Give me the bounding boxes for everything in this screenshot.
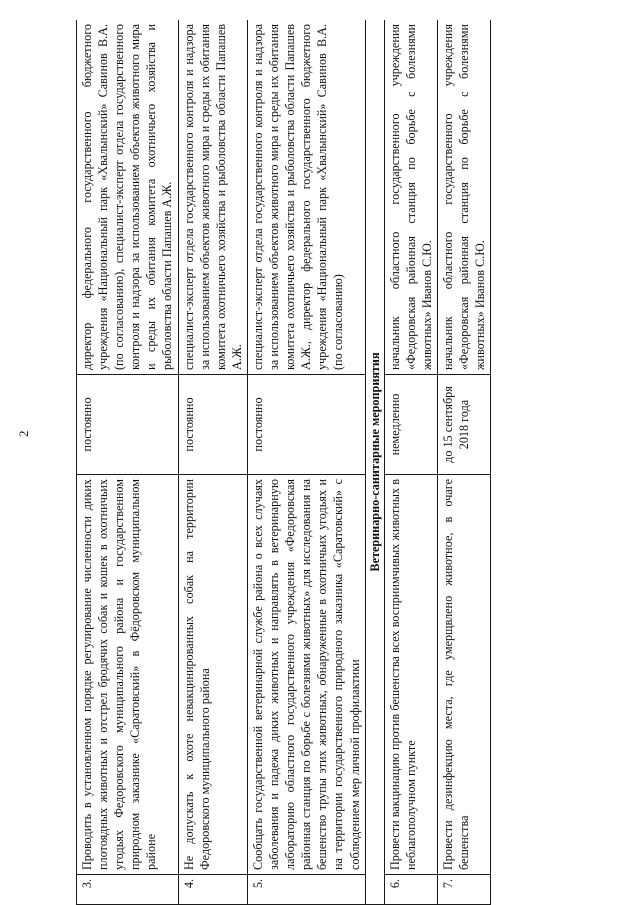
row-action: Проводить в установленном порядке регулирование численности диких плотоядных животных и отстрел бродячих собак и кошек в охотничьих угодьях Федоровского муниципального района и государственном природном заказнике «Саратовский» в Фёдоровском муниципальном районе [77,475,179,875]
table-row [384,20,437,905]
row-action: Провести дезинфекцию места, где умерщвлено животное, в очаге бешенства [437,475,490,875]
table-row [178,20,247,905]
row-number: 6. [384,875,437,905]
row-responsible: начальник областного государственного учреждения «Федоровская районная станция по борьбе с болезнями животных» Иванов С.Ю. [384,20,437,375]
page-number: 2 [16,430,31,437]
table-row [437,20,490,905]
row-responsible: специалист-эксперт отдела государственного контроля и надзора за использованием объектов животного мира и среды их обитания комитета охотничьего хозяйства и рыболовства области Папашев А.Ж., директор федерального государственного бюджетного учреждения «Национальный парк «Хвалынский» Савинов В.А. (по согласованию) [247,20,365,375]
rotated-page-area [76,20,614,905]
row-number: 7. [437,875,490,905]
row-responsible: директор федерального государственного бюджетного учреждения «Национальный парк «Хвалынский» Савинов В.А. (по согласованию), специалист-эксперт отдела государственного контроля и надзора за использованием объектов животного мира и среды их обитания комитета охотничьего хозяйства и рыболовства области Папашев А.Ж. [77,20,179,375]
table-row [77,20,179,905]
row-term: постоянно [247,375,365,475]
row-action: Не допускать к охоте невакцинированных собак на территории Федоровского муниципального района [178,475,247,875]
row-action: Сообщать государственной ветеринарной службе района о всех случаях заболевания и падежа диких животных и направлять в ветеринарную лабораторию областного государственного учреждения «Федоровская районная станция по борьбе с болезнями животных» для исследования на бешенство трупы этих животных, обнаруженные в охотничьих угодьях и на территории государственного природного заказника «Саратовский» с соблюдением мер личной профилактики [247,475,365,875]
measures-table [76,20,491,905]
rotated-table-wrapper [76,20,614,905]
row-responsible: начальник областного государственного учреждения «Федоровская районная станция по борьбе с болезнями животных» Иванов С.Ю. [437,20,490,375]
row-action: Провести вакцинацию против бешенства всех восприимчивых животных в неблагополучном пункте [384,475,437,875]
row-term: постоянно [77,375,179,475]
row-number: 4. [178,875,247,905]
row-number: 5. [247,875,365,905]
row-term: немедленно [384,375,437,475]
section-header-row [365,20,384,905]
row-responsible: специалист-эксперт отдела государственного контроля и надзора за использованием объектов животного мира и среды их обитания комитета охотничьего хозяйства и рыболовства области Папашев А.Ж. [178,20,247,375]
row-term: до 15 сентября 2018 года [437,375,490,475]
section-title: Ветеринарно-санитарные мероприятия [365,20,384,905]
table-row [247,20,365,905]
row-term: постоянно [178,375,247,475]
row-number: 3. [77,875,179,905]
